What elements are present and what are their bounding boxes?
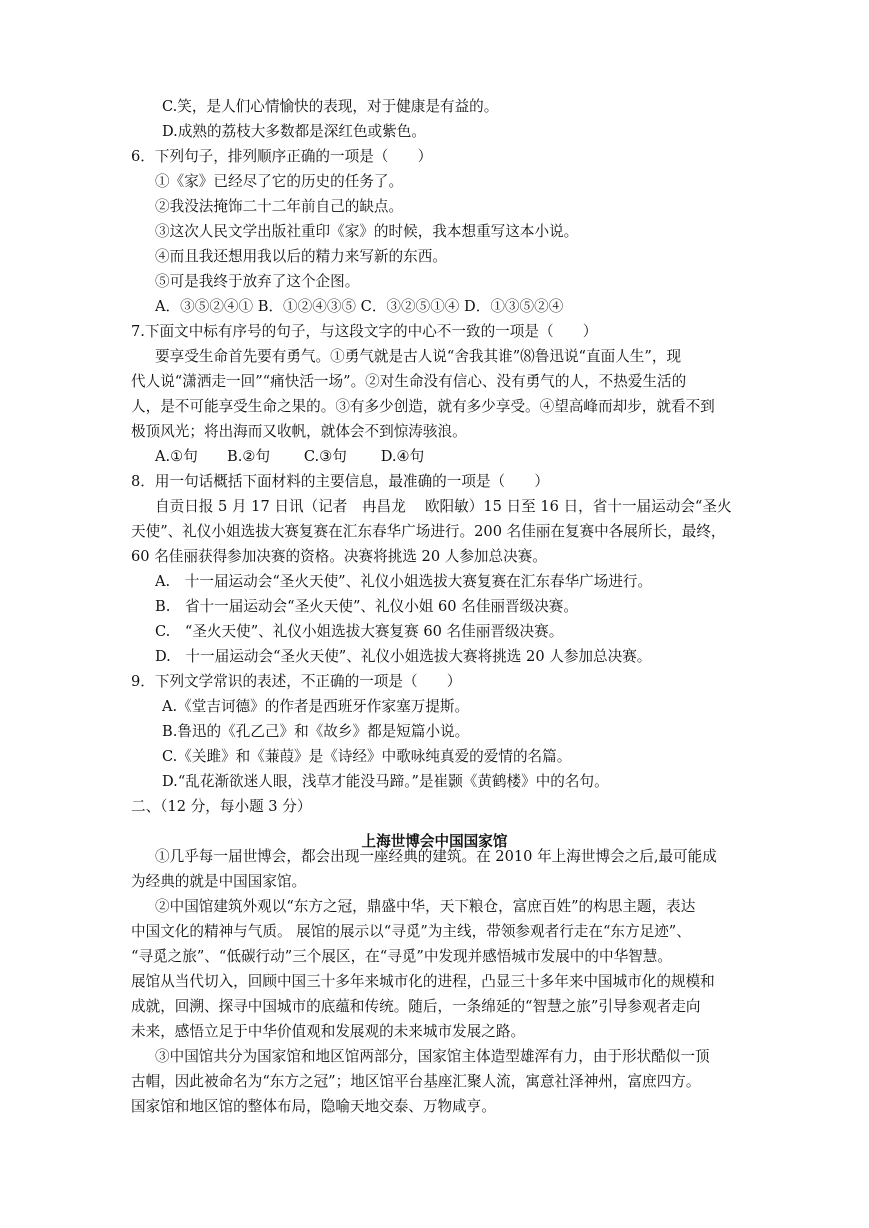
text-line: 二、（12 分，每小题 3 分）: [131, 798, 312, 815]
text-line: ③中国馆共分为国家馆和地区馆两部分，国家馆主体造型雄浑有力，由于形状酷似一顶: [155, 1048, 710, 1065]
text-line: A.①句 B.②句 C.③句 D.④句: [155, 448, 425, 465]
text-line: 6．下列句子，排列顺序正确的一项是（ ）: [131, 148, 433, 165]
text-line: A．③⑤②④① B．①②④③⑤ C．③②⑤①④ D．①③⑤②④: [155, 298, 564, 315]
text-line: 8．用一句话概括下面材料的主要信息，最准确的一项是（ ）: [131, 473, 549, 490]
text-line: 为经典的就是中国国家馆。: [131, 873, 307, 890]
text-line: B.鲁迅的《孔乙己》和《故乡》都是短篇小说。: [162, 723, 470, 740]
text-line: “寻觅之旅”、“低碳行动”三个展区，在“寻觅”中发现并感悟城市发展中的中华智慧。: [131, 948, 672, 965]
text-line: A. 十一届运动会“圣火天使”、礼仪小姐选拔大赛复赛在汇东春华广场进行。: [155, 573, 653, 590]
text-line: ①几乎每一届世博会，都会出现一座经典的建筑。在 2010 年上海世博会之后,最可能成: [155, 848, 717, 865]
text-line: 国家馆和地区馆的整体布局，隐喻天地交泰、万物咸亨。: [131, 1098, 496, 1115]
text-line: A.《堂吉诃德》的作者是西班牙作家塞万提斯。: [162, 698, 470, 715]
text-line: D.“乱花渐欲迷人眼，浅草才能没马蹄。”是崔颢《黄鹤楼》中的名句。: [162, 773, 609, 790]
text-line: 未来，感悟立足于中华价值观和发展观的未来城市发展之路。: [131, 1023, 526, 1040]
text-line: ④而且我还想用我以后的精力来写新的东西。: [155, 248, 447, 265]
text-line: 天使”、礼仪小姐选拔大赛复赛在汇东春华广场进行。200 名佳丽在复赛中各展所长，最终，: [131, 523, 726, 540]
text-line: 人，是不可能享受生命之果的。③有多少创造，就有多少享受。④望高峰而却步，就看不到: [131, 398, 715, 415]
text-line: ①《家》已经尽了它的历史的任务了。: [155, 173, 404, 190]
article-title: 上海世博会中国国家馆: [361, 833, 508, 850]
text-line: 古帽，因此被命名为“东方之冠”；地区馆平台基座汇聚人流，寓意社泽神州，富庶四方。: [131, 1073, 701, 1090]
text-line: 60 名佳丽获得参加决赛的资格。决赛将挑选 20 人参加总决赛。: [131, 548, 547, 565]
text-line: 要享受生命首先要有勇气。①勇气就是古人说“舍我其谁”⑻鲁迅说“直面人生”，现: [155, 348, 682, 365]
text-line: C.笑，是人们心情愉快的表现，对于健康是有益的。: [162, 98, 499, 115]
text-line: 7.下面文中标有序号的句子，与这段文字的中心不一致的一项是（ ）: [131, 323, 598, 340]
text-line: 中国文化的精神与气质。 展馆的展示以“寻觅”为主线，带领参观者行走在“东方足迹”、: [131, 923, 691, 940]
text-line: 展馆从当代切入，回顾中国三十多年来城市化的进程，凸显三十多年来中国城市化的规模和: [131, 973, 715, 990]
text-line: 代人说“潇洒走一回”“痛快活一场”。②对生命没有信心、没有勇气的人，不热爱生活的: [131, 373, 687, 390]
text-line: ⑤可是我终于放弃了这个企图。: [155, 273, 360, 290]
text-line: D. 十一届运动会“圣火天使”、礼仪小姐选拔大赛将挑选 20 人参加总决赛。: [155, 648, 652, 665]
text-line: 9．下列文学常识的表述，不正确的一项是（ ）: [131, 673, 462, 690]
text-line: C. “圣火天使”、礼仪小姐选拔大赛复赛 60 名佳丽晋级决赛。: [155, 623, 564, 640]
text-line: ③这次人民文学出版社重印《家》的时候，我本想重写这本小说。: [155, 223, 579, 240]
text-line: 成就，回溯、探寻中国城市的底蕴和传统。随后，一条绵延的“智慧之旅”引导参观者走向: [131, 998, 701, 1015]
text-line: 自贡日报 5 月 17 日讯（记者 冉昌龙 欧阳敏）15 日至 16 日，省十一届运动会“圣火: [155, 498, 732, 515]
text-line: C.《关雎》和《蒹葭》是《诗经》中歌咏纯真爱的爱情的名篇。: [162, 748, 572, 765]
text-line: B. 省十一届运动会“圣火天使”、礼仪小姐 60 名佳丽晋级决赛。: [155, 598, 578, 615]
text-line: 极顶风光；将出海而又收帆，就体会不到惊涛骇浪。: [131, 423, 467, 440]
text-line: D.成熟的荔枝大多数都是深红色或紫色。: [162, 123, 426, 140]
text-line: ②我没法掩饰二十二年前自己的缺点。: [155, 198, 404, 215]
text-line: ②中国馆建筑外观以“东方之冠，鼎盛中华，天下粮仓，富庶百姓”的构思主题，表达: [155, 898, 696, 915]
